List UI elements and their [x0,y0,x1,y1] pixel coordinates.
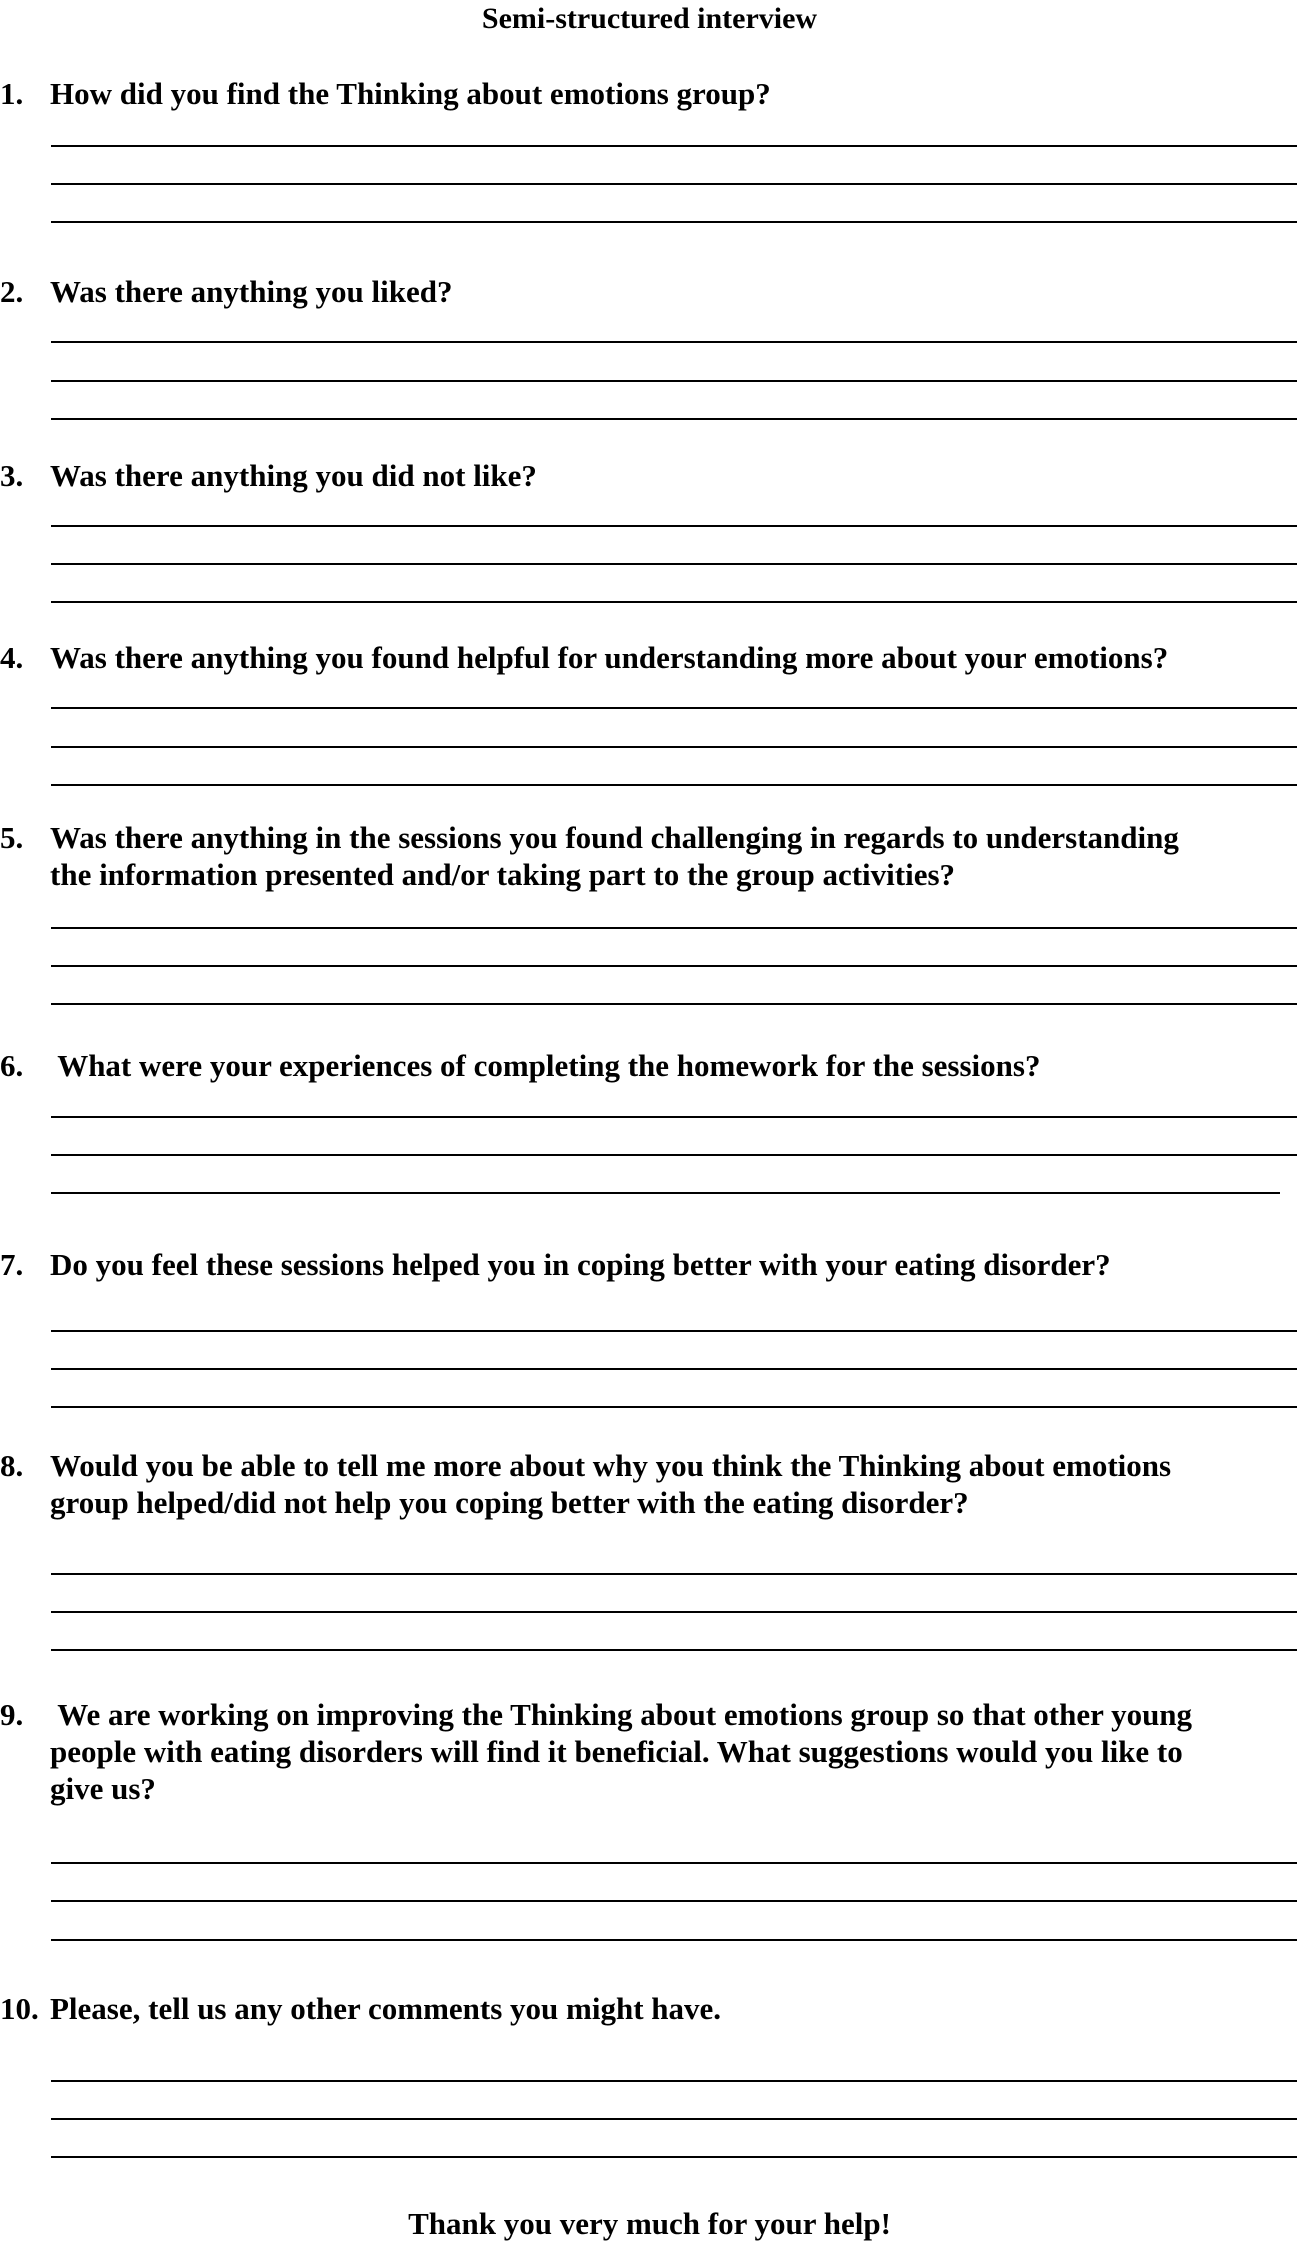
answer-line-7b[interactable] [51,1368,1297,1370]
answer-line-2a[interactable] [51,341,1297,343]
answer-line-3a[interactable] [51,525,1297,527]
answer-line-9a[interactable] [51,1862,1297,1864]
answer-line-10b[interactable] [51,2118,1297,2120]
answer-line-1b[interactable] [51,183,1297,185]
question-number: 4. [0,640,24,675]
question-text-line: How did you find the Thinking about emotions group? [50,76,771,111]
question-text [50,819,1290,893]
question-text [50,1696,1290,1807]
question-text-line: Do you feel these sessions helped you in coping better with your eating disorder? [50,1247,1111,1282]
answer-line-6b[interactable] [51,1154,1297,1156]
answer-line-10a[interactable] [51,2080,1297,2082]
answer-line-9b[interactable] [51,1900,1297,1902]
closing-message: Thank you very much for your help! [408,2206,891,2241]
question-text [50,1447,1290,1521]
answer-line-8b[interactable] [51,1611,1297,1613]
question-text-line: Was there anything you found helpful for understanding more about your emotions? [50,640,1169,675]
answer-line-9c[interactable] [51,1939,1297,1941]
answer-line-7a[interactable] [51,1330,1297,1332]
question-text [50,1246,1290,1283]
answer-line-8a[interactable] [51,1573,1297,1575]
answer-line-8c[interactable] [51,1649,1297,1651]
question-number: 9. [0,1697,24,1732]
question-number: 7. [0,1247,24,1282]
question-number: 10. [0,1991,39,2026]
question-text [50,75,1290,112]
question-number: 2. [0,274,24,309]
answer-line-4a[interactable] [51,707,1297,709]
answer-line-7c[interactable] [51,1406,1297,1408]
question-number: 1. [0,76,24,111]
answer-line-10c[interactable] [51,2156,1297,2158]
question-text-line: Would you be able to tell me more about why you think the Thinking about emotions [50,1448,1172,1483]
question-number: 3. [0,458,24,493]
question-text [50,1047,1290,1084]
answer-line-1a[interactable] [51,145,1297,147]
question-text-line: people with eating disorders will find it beneficial. What suggestions would you like to [50,1734,1183,1769]
answer-line-3c[interactable] [51,601,1297,603]
answer-line-5a[interactable] [51,927,1297,929]
question-text [50,457,1290,494]
answer-line-1c[interactable] [51,221,1297,223]
answer-line-2b[interactable] [51,380,1297,382]
question-number: 5. [0,820,24,855]
question-text [50,1990,1290,2027]
form-title: Semi-structured interview [481,2,818,35]
answer-line-5b[interactable] [51,965,1297,967]
question-text-line: group helped/did not help you coping better with the eating disorder? [50,1485,969,1520]
answer-line-3b[interactable] [51,563,1297,565]
answer-line-2c[interactable] [51,418,1297,420]
question-text-line: the information presented and/or taking part to the group activities? [50,857,956,892]
answer-line-6c[interactable] [51,1192,1280,1194]
answer-line-5c[interactable] [51,1003,1297,1005]
answer-line-4c[interactable] [51,784,1297,786]
question-text-line: Please, tell us any other comments you might have. [50,1991,722,2026]
question-text [50,273,1290,310]
question-text-line: Was there anything you did not like? [50,458,537,493]
question-number: 6. [0,1048,24,1083]
question-number: 8. [0,1448,24,1483]
question-text-line: Was there anything you liked? [50,274,453,309]
question-text-line: We are working on improving the Thinking about emotions group so that other young [50,1697,1193,1732]
question-text-line: give us? [50,1771,156,1806]
question-text [50,639,1290,676]
answer-line-6a[interactable] [51,1116,1297,1118]
answer-line-4b[interactable] [51,746,1297,748]
question-text-line: Was there anything in the sessions you found challenging in regards to understanding [50,820,1179,855]
question-text-line: What were your experiences of completing the homework for the sessions? [50,1048,1041,1083]
